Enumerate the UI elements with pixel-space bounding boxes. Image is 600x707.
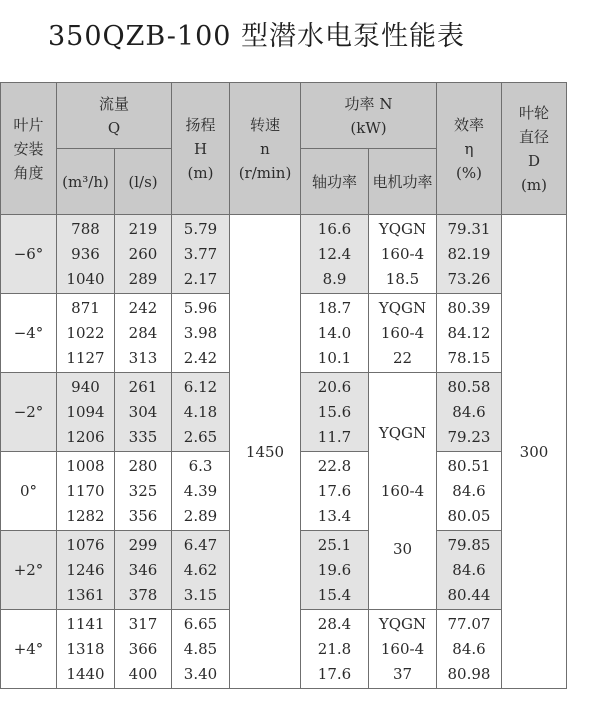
page-title: 350QZB-100 型潜水电泵性能表 (48, 21, 466, 52)
motor-power-cell: YQGN 160-4 18.5 (369, 215, 437, 294)
flow-ls-cell: 280 325 356 (115, 452, 172, 531)
header-flow: 流量 Q (57, 83, 172, 149)
angle-cell: 0° (1, 452, 57, 531)
flow-ls-cell: 261 304 335 (115, 373, 172, 452)
efficiency-cell: 80.58 84.6 79.23 (437, 373, 502, 452)
efficiency-cell: 80.51 84.6 80.05 (437, 452, 502, 531)
header-shaft-power: 轴功率 (301, 149, 369, 215)
header-head: 扬程 H (m) (172, 83, 230, 215)
head-cell: 6.3 4.39 2.89 (172, 452, 230, 531)
head-cell: 5.79 3.77 2.17 (172, 215, 230, 294)
flow-m3h-cell: 788 936 1040 (57, 215, 115, 294)
head-cell: 5.96 3.98 2.42 (172, 294, 230, 373)
speed-cell: 1450 (230, 215, 301, 689)
flow-ls-cell: 299 346 378 (115, 531, 172, 610)
head-cell: 6.12 4.18 2.65 (172, 373, 230, 452)
flow-m3h-cell: 1008 1170 1282 (57, 452, 115, 531)
angle-cell: −6° (1, 215, 57, 294)
shaft-power-cell: 16.6 12.4 8.9 (301, 215, 369, 294)
header-efficiency: 效率 η (%) (437, 83, 502, 215)
angle-cell: −4° (1, 294, 57, 373)
efficiency-cell: 77.07 84.6 80.98 (437, 610, 502, 689)
motor-power-cell: YQGN 160-4 37 (369, 610, 437, 689)
header-impeller: 叶轮 直径 D (m) (502, 83, 567, 215)
flow-ls-cell: 242 284 313 (115, 294, 172, 373)
header-power: 功率 N (kW) (301, 83, 437, 149)
efficiency-cell: 80.39 84.12 78.15 (437, 294, 502, 373)
flow-ls-cell: 219 260 289 (115, 215, 172, 294)
angle-cell: +4° (1, 610, 57, 689)
efficiency-cell: 79.31 82.19 73.26 (437, 215, 502, 294)
shaft-power-cell: 25.1 19.6 15.4 (301, 531, 369, 610)
flow-m3h-cell: 1076 1246 1361 (57, 531, 115, 610)
flow-m3h-cell: 871 1022 1127 (57, 294, 115, 373)
impeller-cell: 300 (502, 215, 567, 689)
flow-m3h-cell: 1141 1318 1440 (57, 610, 115, 689)
angle-cell: +2° (1, 531, 57, 610)
header-flow-m3h: (m³/h) (57, 149, 115, 215)
shaft-power-cell: 20.6 15.6 11.7 (301, 373, 369, 452)
shaft-power-cell: 22.8 17.6 13.4 (301, 452, 369, 531)
head-cell: 6.65 4.85 3.40 (172, 610, 230, 689)
motor-power-cell: YQGN 160-4 22 (369, 294, 437, 373)
header-motor-power: 电机功率 (369, 149, 437, 215)
shaft-power-cell: 28.4 21.8 17.6 (301, 610, 369, 689)
flow-ls-cell: 317 366 400 (115, 610, 172, 689)
motor-power-merged-cell: YQGN 160-4 30 (369, 373, 437, 610)
head-cell: 6.47 4.62 3.15 (172, 531, 230, 610)
header-flow-ls: (l/s) (115, 149, 172, 215)
shaft-power-cell: 18.7 14.0 10.1 (301, 294, 369, 373)
header-blade-angle: 叶片 安装 角度 (1, 83, 57, 215)
angle-cell: −2° (1, 373, 57, 452)
performance-table (0, 82, 567, 689)
header-speed: 转速 n (r/min) (230, 83, 301, 215)
efficiency-cell: 79.85 84.6 80.44 (437, 531, 502, 610)
flow-m3h-cell: 940 1094 1206 (57, 373, 115, 452)
